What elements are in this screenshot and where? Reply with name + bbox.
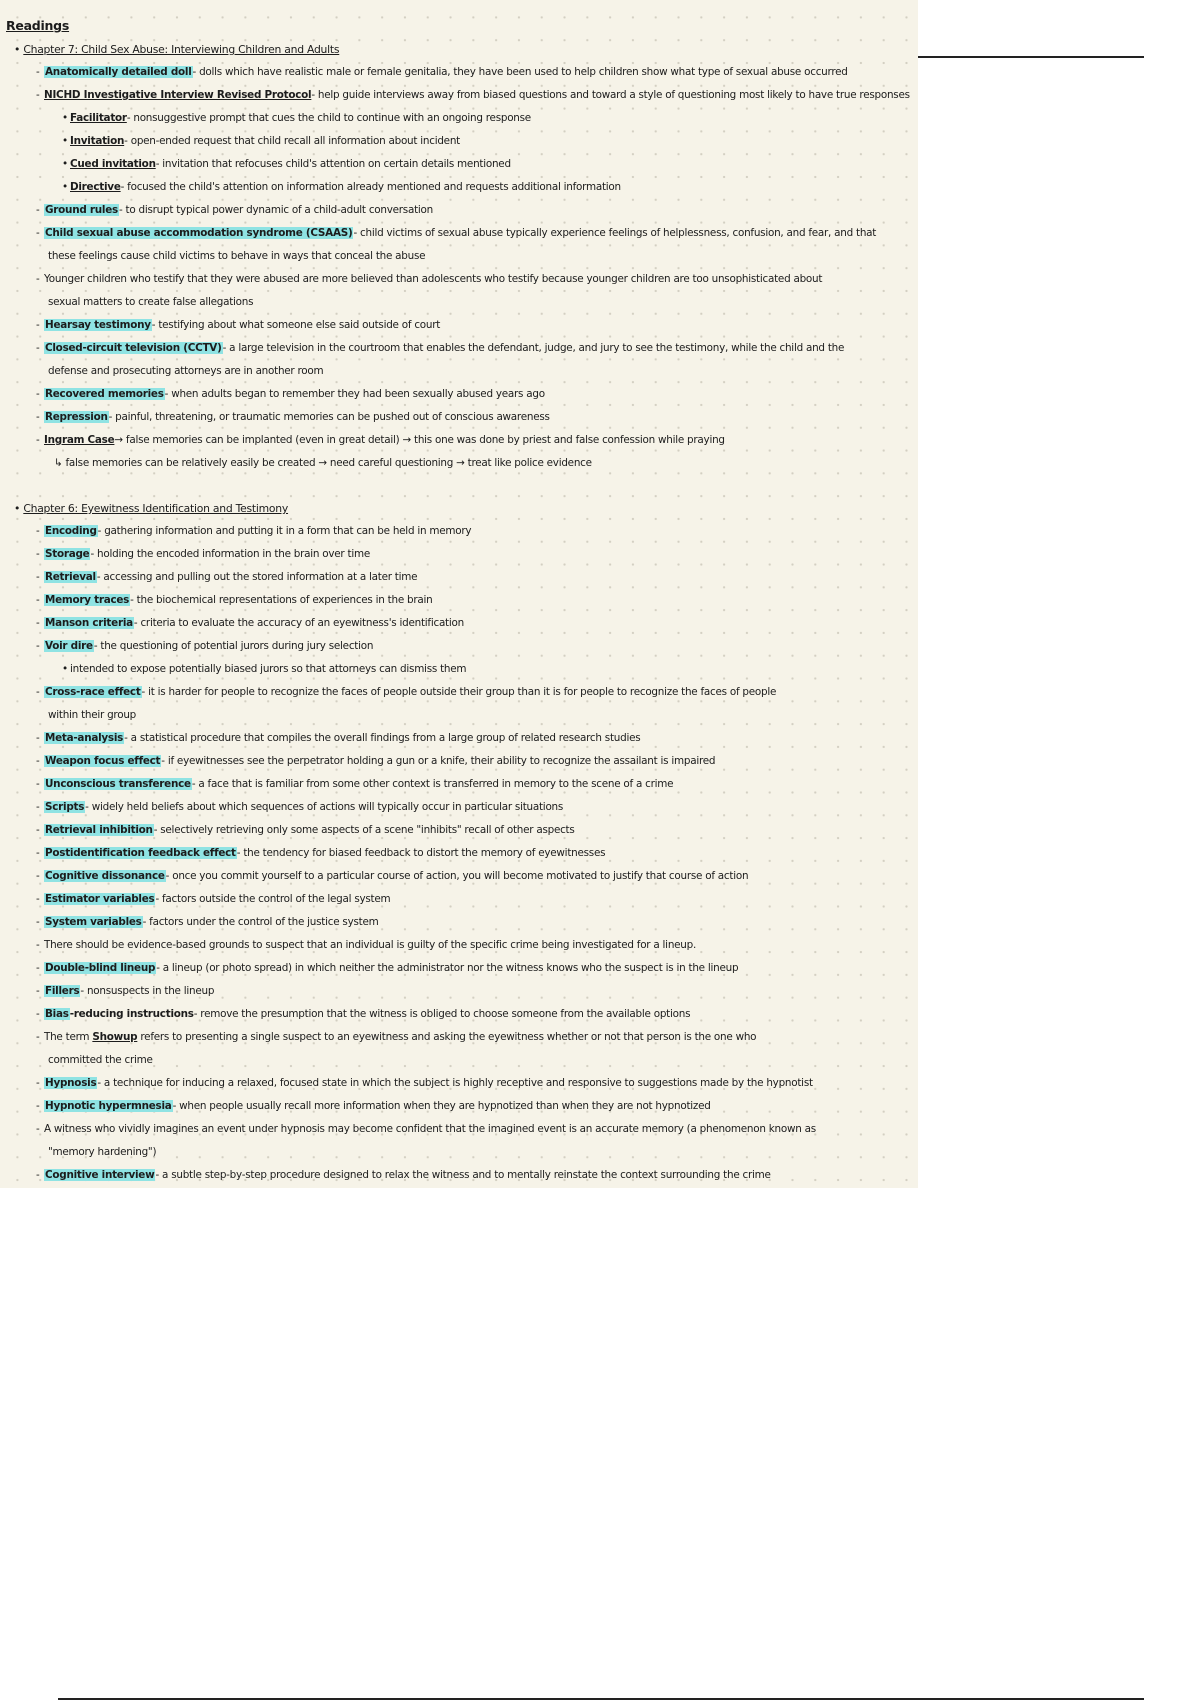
sub-item: • Directive- focused the child's attention on information already mentioned and requests additional information: [62, 181, 621, 193]
list-item: - Meta-analysis- a statistical procedure that compiles the overall findings from a large group of related research studies: [36, 732, 641, 744]
list-item-continuation: committed the crime: [48, 1054, 153, 1066]
list-item: - Anatomically detailed doll- dolls which have realistic male or female genitalia, they have been used to help children show what type of sexual abuse occurred: [36, 66, 848, 78]
list-item: - Weapon focus effect- if eyewitnesses see the perpetrator holding a gun or a knife, their ability to recognize the assailant is impaired: [36, 755, 716, 767]
list-item: - Scripts- widely held beliefs about which sequences of actions will typically occur in particular situations: [36, 801, 564, 813]
list-item: - Closed-circuit television (CCTV)- a large television in the courtroom that enables the defendant, judge, and jury to see the testimony, while the child and the: [36, 342, 845, 354]
list-item: - Cognitive interview- a subtle step-by-step procedure designed to relax the witness and to mentally reinstate the context surrounding the crime: [36, 1169, 771, 1181]
chapter-heading: • Chapter 7: Child Sex Abuse: Interviewing Children and Adults: [14, 43, 340, 56]
list-item: - Retrieval- accessing and pulling out the stored information at a later time: [36, 571, 418, 583]
list-item: - Retrieval inhibition- selectively retrieving only some aspects of a scene "inhibits" recall of other aspects: [36, 824, 575, 836]
chapter-title: Chapter 6: Eyewitness Identification and Testimony: [23, 502, 289, 515]
sub-item: • intended to expose potentially biased jurors so that attorneys can dismiss them: [62, 663, 467, 675]
list-item-continuation: sexual matters to create false allegations: [48, 296, 254, 308]
list-item: - Recovered memories- when adults began to remember they had been sexually abused years ago: [36, 388, 545, 400]
list-item: - System variables- factors under the control of the justice system: [36, 916, 379, 928]
list-item: - Storage- holding the encoded information in the brain over time: [36, 548, 370, 560]
list-item: - Estimator variables- factors outside the control of the legal system: [36, 893, 391, 905]
list-item: - Bias-reducing instructions- remove the presumption that the witness is obliged to choose someone from the available options: [36, 1008, 691, 1020]
list-item: - Cross-race effect- it is harder for people to recognize the faces of people outside their group than it is for people to recognize the faces of people: [36, 686, 777, 698]
list-item-continuation: ↳ false memories can be relatively easily be created → need careful questioning → treat like police evidence: [54, 457, 592, 469]
list-item: - Ingram Case→ false memories can be implanted (even in great detail) → this one was done by priest and false confession while praying: [36, 434, 725, 446]
list-item-continuation: "memory hardening"): [48, 1146, 157, 1158]
list-item: - Cognitive dissonance- once you commit yourself to a particular course of action, you will become motivated to justify that course of action: [36, 870, 749, 882]
divider-line: [918, 56, 1144, 58]
list-item: - There should be evidence-based grounds to suspect that an individual is guilty of the specific crime being investigated for a lineup.: [36, 939, 697, 951]
list-item: - A witness who vividly imagines an event under hypnosis may become confident that the imagined event is an accurate memory (a phenomenon known as: [36, 1123, 816, 1135]
sub-item: • Invitation- open-ended request that child recall all information about incident: [62, 135, 460, 147]
list-item: - Voir dire- the questioning of potential jurors during jury selection: [36, 640, 374, 652]
list-item: - Unconscious transference- a face that is familiar from some other context is transferred in memory to the scene of a crime: [36, 778, 674, 790]
notes-content: [6, 14, 912, 1187]
list-item: - Ground rules- to disrupt typical power dynamic of a child-adult conversation: [36, 204, 433, 216]
sub-item: • Facilitator- nonsuggestive prompt that cues the child to continue with an ongoing response: [62, 112, 531, 124]
list-item: - Encoding- gathering information and putting it in a form that can be held in memory: [36, 525, 472, 537]
list-item: - Younger children who testify that they were abused are more believed than adolescents who testify because younger children are too unsophisticated about: [36, 273, 823, 285]
chapter-heading: • Chapter 6: Eyewitness Identification and Testimony: [14, 502, 289, 515]
sub-item: • Cued invitation- invitation that refocuses child's attention on certain details mentioned: [62, 158, 511, 170]
list-item: - NICHD Investigative Interview Revised Protocol- help guide interviews away from biased questions and toward a style of questioning most likely to have true responses: [36, 89, 910, 101]
list-item-continuation: defense and prosecuting attorneys are in another room: [48, 365, 324, 377]
list-item: - Double-blind lineup- a lineup (or photo spread) in which neither the administrator nor the witness knows who the suspect is in the lineup: [36, 962, 739, 974]
list-item: - Postidentification feedback effect- the tendency for biased feedback to distort the memory of eyewitnesses: [36, 847, 606, 859]
chapter-title: Chapter 7: Child Sex Abuse: Interviewing Children and Adults: [23, 43, 340, 56]
list-item: - Hypnotic hypermnesia- when people usually recall more information when they are hypnotized than when they are not hypnotized: [36, 1100, 711, 1112]
list-item-continuation: these feelings cause child victims to behave in ways that conceal the abuse: [48, 250, 426, 262]
list-item: - Repression- painful, threatening, or traumatic memories can be pushed out of conscious awareness: [36, 411, 550, 423]
list-item: - Hypnosis- a technique for inducing a relaxed, focused state in which the subject is highly receptive and responsive to suggestions made by the hypnotist: [36, 1077, 813, 1089]
page-title: Readings: [6, 18, 70, 33]
list-item: - Fillers- nonsuspects in the lineup: [36, 985, 215, 997]
list-item: - Memory traces- the biochemical representations of experiences in the brain: [36, 594, 433, 606]
list-item: - Hearsay testimony- testifying about what someone else said outside of court: [36, 319, 441, 331]
list-item: - Child sexual abuse accommodation syndrome (CSAAS)- child victims of sexual abuse typically experience feelings of helplessness, confusion, and fear, and that: [36, 227, 877, 239]
list-item: - Manson criteria- criteria to evaluate the accuracy of an eyewitness's identification: [36, 617, 464, 629]
divider-line: [58, 1698, 1144, 1700]
list-item: - The term Showup refers to presenting a single suspect to an eyewitness and asking the eyewitness whether or not that person is the one who: [36, 1031, 757, 1043]
list-item-continuation: within their group: [48, 709, 137, 721]
